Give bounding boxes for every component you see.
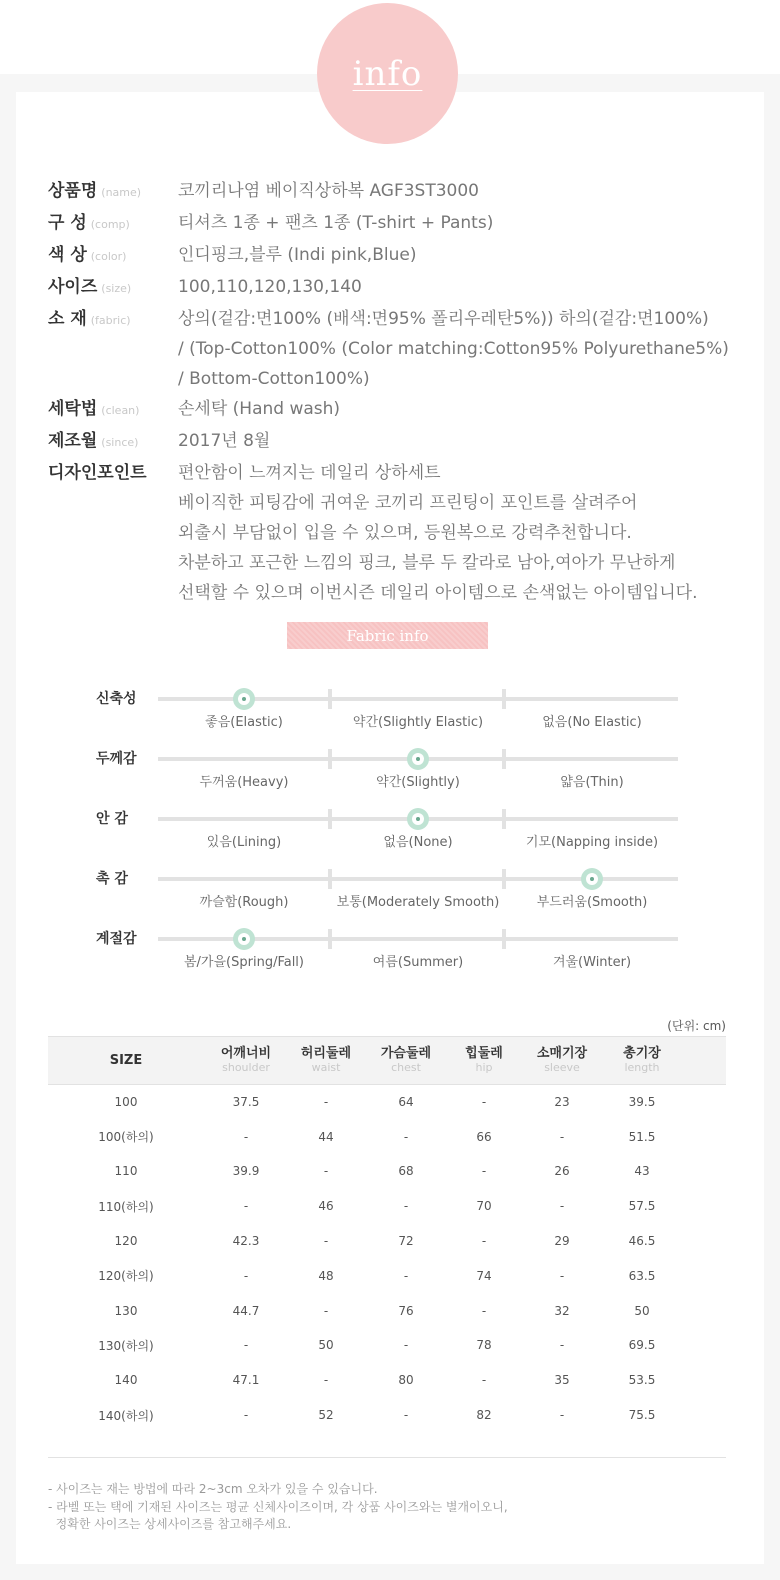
info-value-line: / (Top-Cotton100% (Color matching:Cotton95% Polyurethane5%)	[178, 339, 729, 359]
info-label-ko: 세탁법	[48, 399, 98, 419]
table-row	[48, 1189, 726, 1224]
table-cell: 46.5	[628, 1234, 656, 1249]
table-cell: 140(하의)	[98, 1408, 154, 1423]
info-badge-label: info	[352, 53, 423, 94]
table-cell-spacer	[680, 1328, 726, 1363]
info-label-en: (color)	[90, 250, 127, 263]
table-row	[48, 1363, 726, 1398]
table-cell-spacer	[680, 1154, 726, 1189]
fabric-scale-option: 있음(Lining)	[206, 835, 282, 850]
table-cell: 74	[476, 1268, 492, 1283]
table-cell: -	[323, 1303, 329, 1318]
info-row	[48, 272, 748, 304]
table-cell: 80	[398, 1373, 414, 1388]
info-value	[178, 208, 493, 240]
header-en: waist	[311, 1060, 341, 1074]
header-ko: 허리둘레	[300, 1045, 352, 1061]
info-label-en: (since)	[101, 436, 139, 449]
table-row	[48, 1119, 726, 1154]
table-cell: 53.5	[628, 1373, 656, 1388]
table-cell: 43	[634, 1164, 650, 1179]
info-value	[178, 394, 340, 426]
header-ko: 총기장	[623, 1045, 661, 1061]
table-cell: 69.5	[628, 1338, 656, 1353]
header-en: length	[624, 1060, 660, 1074]
info-label-ko: 소 재	[48, 309, 87, 329]
table-cell: 140	[114, 1373, 138, 1388]
table-cell: -	[559, 1338, 565, 1353]
table-cell: 64	[398, 1095, 414, 1110]
fabric-info-title: Fabric info	[346, 626, 429, 645]
info-badge	[317, 3, 458, 144]
selected-marker	[407, 808, 429, 830]
fabric-scale-option: 까슬함(Rough)	[199, 895, 289, 910]
info-value	[178, 272, 362, 304]
size-table-header-cell	[448, 1037, 520, 1085]
fabric-scale	[96, 751, 696, 807]
note-line: - 사이즈는 재는 방법에 따라 2~3cm 오차가 있을 수 있습니다.	[48, 1482, 378, 1496]
table-cell: -	[403, 1338, 409, 1353]
table-cell: 46	[318, 1199, 334, 1214]
table-cell: -	[481, 1164, 487, 1179]
fabric-scale-name: 촉 감	[96, 871, 128, 887]
table-cell: 68	[398, 1164, 414, 1179]
fabric-scale-option: 없음(None)	[383, 835, 453, 850]
note-line: - 라벨 또는 택에 기재된 사이즈는 평균 신체사이즈이며, 각 상품 사이즈와는 별개이오니,	[48, 1499, 508, 1514]
fabric-scale-tick	[502, 689, 506, 709]
info-value-line: 코끼리나염 베이직상하복 AGF3ST3000	[178, 181, 479, 201]
fabric-scale-option: 봄/가을(Spring/Fall)	[183, 955, 305, 970]
info-value-line: 100,110,120,130,140	[178, 277, 362, 297]
table-cell-spacer	[680, 1085, 726, 1120]
table-cell: -	[559, 1268, 565, 1283]
info-label	[48, 208, 178, 240]
table-cell: -	[403, 1268, 409, 1283]
table-cell: 47.1	[232, 1373, 260, 1388]
info-row	[48, 426, 748, 458]
info-label	[48, 304, 178, 394]
info-value	[178, 426, 270, 458]
info-value	[178, 304, 729, 394]
table-cell: 37.5	[232, 1095, 260, 1110]
table-cell: 52	[318, 1408, 334, 1423]
fabric-scale-option: 약간(Slightly)	[376, 775, 460, 790]
info-value-line: 베이직한 피팅감에 귀여운 코끼리 프린팅이 포인트를 살려주어	[178, 493, 638, 513]
info-label-en: (name)	[101, 186, 142, 199]
size-table-header-cell	[48, 1037, 204, 1085]
info-label-ko: 구 성	[48, 213, 87, 233]
info-label-en: (fabric)	[90, 314, 131, 327]
fabric-scale-option: 겨울(Winter)	[552, 955, 632, 970]
table-cell: 100	[114, 1095, 138, 1110]
table-cell: 78	[476, 1338, 492, 1353]
fabric-scale-option: 얇음(Thin)	[560, 775, 624, 790]
header-en: hip	[475, 1060, 493, 1074]
info-row	[48, 208, 748, 240]
header-ko: 소매기장	[536, 1045, 588, 1061]
header-ko: 힙둘레	[465, 1045, 503, 1061]
fabric-scale-tick	[328, 689, 332, 709]
table-cell: 120	[114, 1234, 138, 1249]
header-en: shoulder	[222, 1060, 270, 1074]
unit-label: (단위: cm)	[667, 1019, 726, 1033]
table-cell: 26	[554, 1164, 570, 1179]
fabric-scale-name: 신축성	[96, 691, 137, 707]
note-line: 정확한 사이즈는 상세사이즈를 참고해주세요.	[48, 1517, 292, 1531]
table-cell: -	[559, 1199, 565, 1214]
info-row	[48, 176, 748, 208]
table-cell: -	[559, 1408, 565, 1423]
header-en: chest	[391, 1060, 421, 1074]
table-cell: 39.5	[628, 1095, 656, 1110]
fabric-scale	[96, 691, 696, 747]
table-cell: -	[403, 1199, 409, 1214]
table-cell: -	[323, 1164, 329, 1179]
info-value	[178, 458, 697, 608]
info-label	[48, 176, 178, 208]
table-cell: 63.5	[628, 1268, 656, 1283]
table-cell: -	[403, 1129, 409, 1144]
size-table-header-cell	[520, 1037, 604, 1085]
info-label	[48, 458, 178, 608]
table-cell: 82	[476, 1408, 492, 1423]
table-cell: 35	[554, 1373, 570, 1388]
table-cell: 130(하의)	[98, 1338, 154, 1353]
table-cell: 130	[114, 1303, 138, 1318]
table-cell: -	[481, 1303, 487, 1318]
table-row	[48, 1258, 726, 1293]
info-value-line: 상의(겉감:면100% (배색:면95% 폴리우레탄5%)) 하의(겉감:면100%)	[178, 309, 709, 329]
info-row	[48, 458, 748, 608]
info-label-ko: 상품명	[48, 181, 98, 201]
info-value-line: 2017년 8월	[178, 431, 271, 451]
product-info-list	[48, 176, 748, 608]
fabric-scale-tick	[502, 869, 506, 889]
table-row	[48, 1328, 726, 1363]
table-row	[48, 1085, 726, 1120]
table-cell: -	[481, 1095, 487, 1110]
info-label-ko: 제조월	[48, 431, 98, 451]
selected-marker	[233, 688, 255, 710]
table-cell: -	[243, 1129, 249, 1144]
table-cell: 66	[476, 1129, 492, 1144]
size-table-header-cell	[204, 1037, 288, 1085]
info-value-line: / Bottom-Cotton100%)	[178, 369, 370, 389]
fabric-scale-name: 안 감	[96, 811, 128, 827]
header-ko: 어깨너비	[220, 1045, 272, 1061]
info-label	[48, 240, 178, 272]
table-cell: -	[323, 1095, 329, 1110]
table-cell: -	[243, 1408, 249, 1423]
table-cell: -	[323, 1373, 329, 1388]
fabric-scale	[96, 931, 696, 987]
table-cell: 50	[318, 1338, 334, 1353]
info-label-ko: 디자인포인트	[48, 463, 147, 483]
info-row	[48, 304, 748, 394]
table-cell-spacer	[680, 1189, 726, 1224]
size-table-header-cell	[288, 1037, 364, 1085]
table-cell: -	[481, 1234, 487, 1249]
table-cell: -	[323, 1234, 329, 1249]
size-table	[48, 1036, 726, 1432]
header-ko: 가슴둘레	[380, 1045, 432, 1061]
info-value-line: 손세탁 (Hand wash)	[178, 399, 341, 419]
table-cell: -	[403, 1408, 409, 1423]
info-value-line: 외출시 부담없이 입을 수 있으며, 등원복으로 강력추천합니다.	[178, 523, 632, 543]
table-cell: 44	[318, 1129, 334, 1144]
info-value-line: 편안함이 느껴지는 데일리 상하세트	[178, 463, 441, 483]
table-row	[48, 1224, 726, 1259]
fabric-scale-tick	[328, 929, 332, 949]
table-cell: 44.7	[232, 1303, 260, 1318]
table-cell: 50	[634, 1303, 650, 1318]
info-row	[48, 240, 748, 272]
info-label	[48, 272, 178, 304]
fabric-scale-name: 두께감	[96, 751, 137, 767]
table-cell-spacer	[680, 1293, 726, 1328]
info-value-line: 티셔츠 1종 + 팬츠 1종 (T-shirt + Pants)	[178, 213, 494, 233]
size-table-header-cell	[604, 1037, 680, 1085]
fabric-scale	[96, 871, 696, 927]
table-cell: 29	[554, 1234, 570, 1249]
info-label-en: (size)	[101, 282, 132, 295]
table-cell: 72	[398, 1234, 414, 1249]
fabric-scale-tick	[502, 809, 506, 829]
table-cell: 76	[398, 1303, 414, 1318]
fabric-scale-option: 좋음(Elastic)	[205, 715, 283, 730]
table-cell: 42.3	[232, 1234, 260, 1249]
table-cell: -	[481, 1373, 487, 1388]
fabric-scale-option: 없음(No Elastic)	[542, 715, 642, 730]
info-value-line: 선택할 수 있으며 이번시즌 데일리 아이템으로 손색없는 아이템입니다.	[178, 583, 698, 603]
fabric-scale-tick	[328, 869, 332, 889]
fabric-scale-tick	[502, 929, 506, 949]
table-cell: 110(하의)	[98, 1199, 154, 1214]
table-cell: -	[243, 1199, 249, 1214]
table-cell: 48	[318, 1268, 334, 1283]
divider	[48, 1457, 726, 1458]
table-cell: -	[243, 1338, 249, 1353]
fabric-scale-tick	[328, 749, 332, 769]
info-value	[178, 240, 416, 272]
fabric-scale-option: 보통(Moderately Smooth)	[336, 895, 500, 910]
header-ko: SIZE	[109, 1052, 143, 1068]
table-cell: 110	[114, 1164, 138, 1179]
info-value-line: 인디핑크,블루 (Indi pink,Blue)	[178, 245, 417, 265]
size-table-header	[48, 1037, 726, 1085]
notes	[48, 1481, 508, 1534]
size-table-header-cell	[364, 1037, 448, 1085]
info-label	[48, 426, 178, 458]
selected-marker	[407, 748, 429, 770]
table-cell: -	[559, 1129, 565, 1144]
table-cell: 39.9	[232, 1164, 260, 1179]
info-label-en: (clean)	[101, 404, 140, 417]
info-row	[48, 394, 748, 426]
fabric-scale	[96, 811, 696, 867]
info-value-line: 차분하고 포근한 느낌의 핑크, 블루 두 칼라로 남아,여아가 무난하게	[178, 553, 676, 573]
table-cell: 51.5	[628, 1129, 656, 1144]
size-table-header-spacer	[680, 1037, 726, 1085]
fabric-scale-option: 여름(Summer)	[372, 955, 464, 970]
fabric-scale-option: 부드러움(Smooth)	[536, 895, 648, 910]
info-label	[48, 394, 178, 426]
table-cell: 75.5	[628, 1408, 656, 1423]
table-cell-spacer	[680, 1258, 726, 1293]
header-en: sleeve	[544, 1060, 580, 1074]
table-cell-spacer	[680, 1119, 726, 1154]
table-cell-spacer	[680, 1363, 726, 1398]
fabric-info-header	[287, 622, 488, 649]
table-cell: -	[243, 1268, 249, 1283]
fabric-scale-option: 기모(Napping inside)	[525, 835, 659, 850]
table-row	[48, 1398, 726, 1433]
info-label-ko: 사이즈	[48, 277, 98, 297]
fabric-scale-option: 두꺼움(Heavy)	[199, 775, 289, 790]
info-label-en: (comp)	[90, 218, 130, 231]
table-cell: 100(하의)	[98, 1130, 154, 1145]
selected-marker	[233, 928, 255, 950]
selected-marker	[581, 868, 603, 890]
table-cell-spacer	[680, 1224, 726, 1259]
fabric-scale-option: 약간(Slightly Elastic)	[352, 715, 484, 730]
table-cell: 70	[476, 1199, 492, 1214]
table-row	[48, 1154, 726, 1189]
table-cell: 57.5	[628, 1199, 656, 1214]
info-value	[178, 176, 479, 208]
fabric-scale-tick	[502, 749, 506, 769]
table-row	[48, 1293, 726, 1328]
fabric-scale-tick	[328, 809, 332, 829]
fabric-scale-name: 계절감	[96, 931, 137, 947]
table-cell: 23	[554, 1095, 570, 1110]
table-cell-spacer	[680, 1398, 726, 1433]
table-cell: 32	[554, 1303, 570, 1318]
info-label-ko: 색 상	[48, 245, 87, 265]
table-cell: 120(하의)	[98, 1269, 154, 1284]
